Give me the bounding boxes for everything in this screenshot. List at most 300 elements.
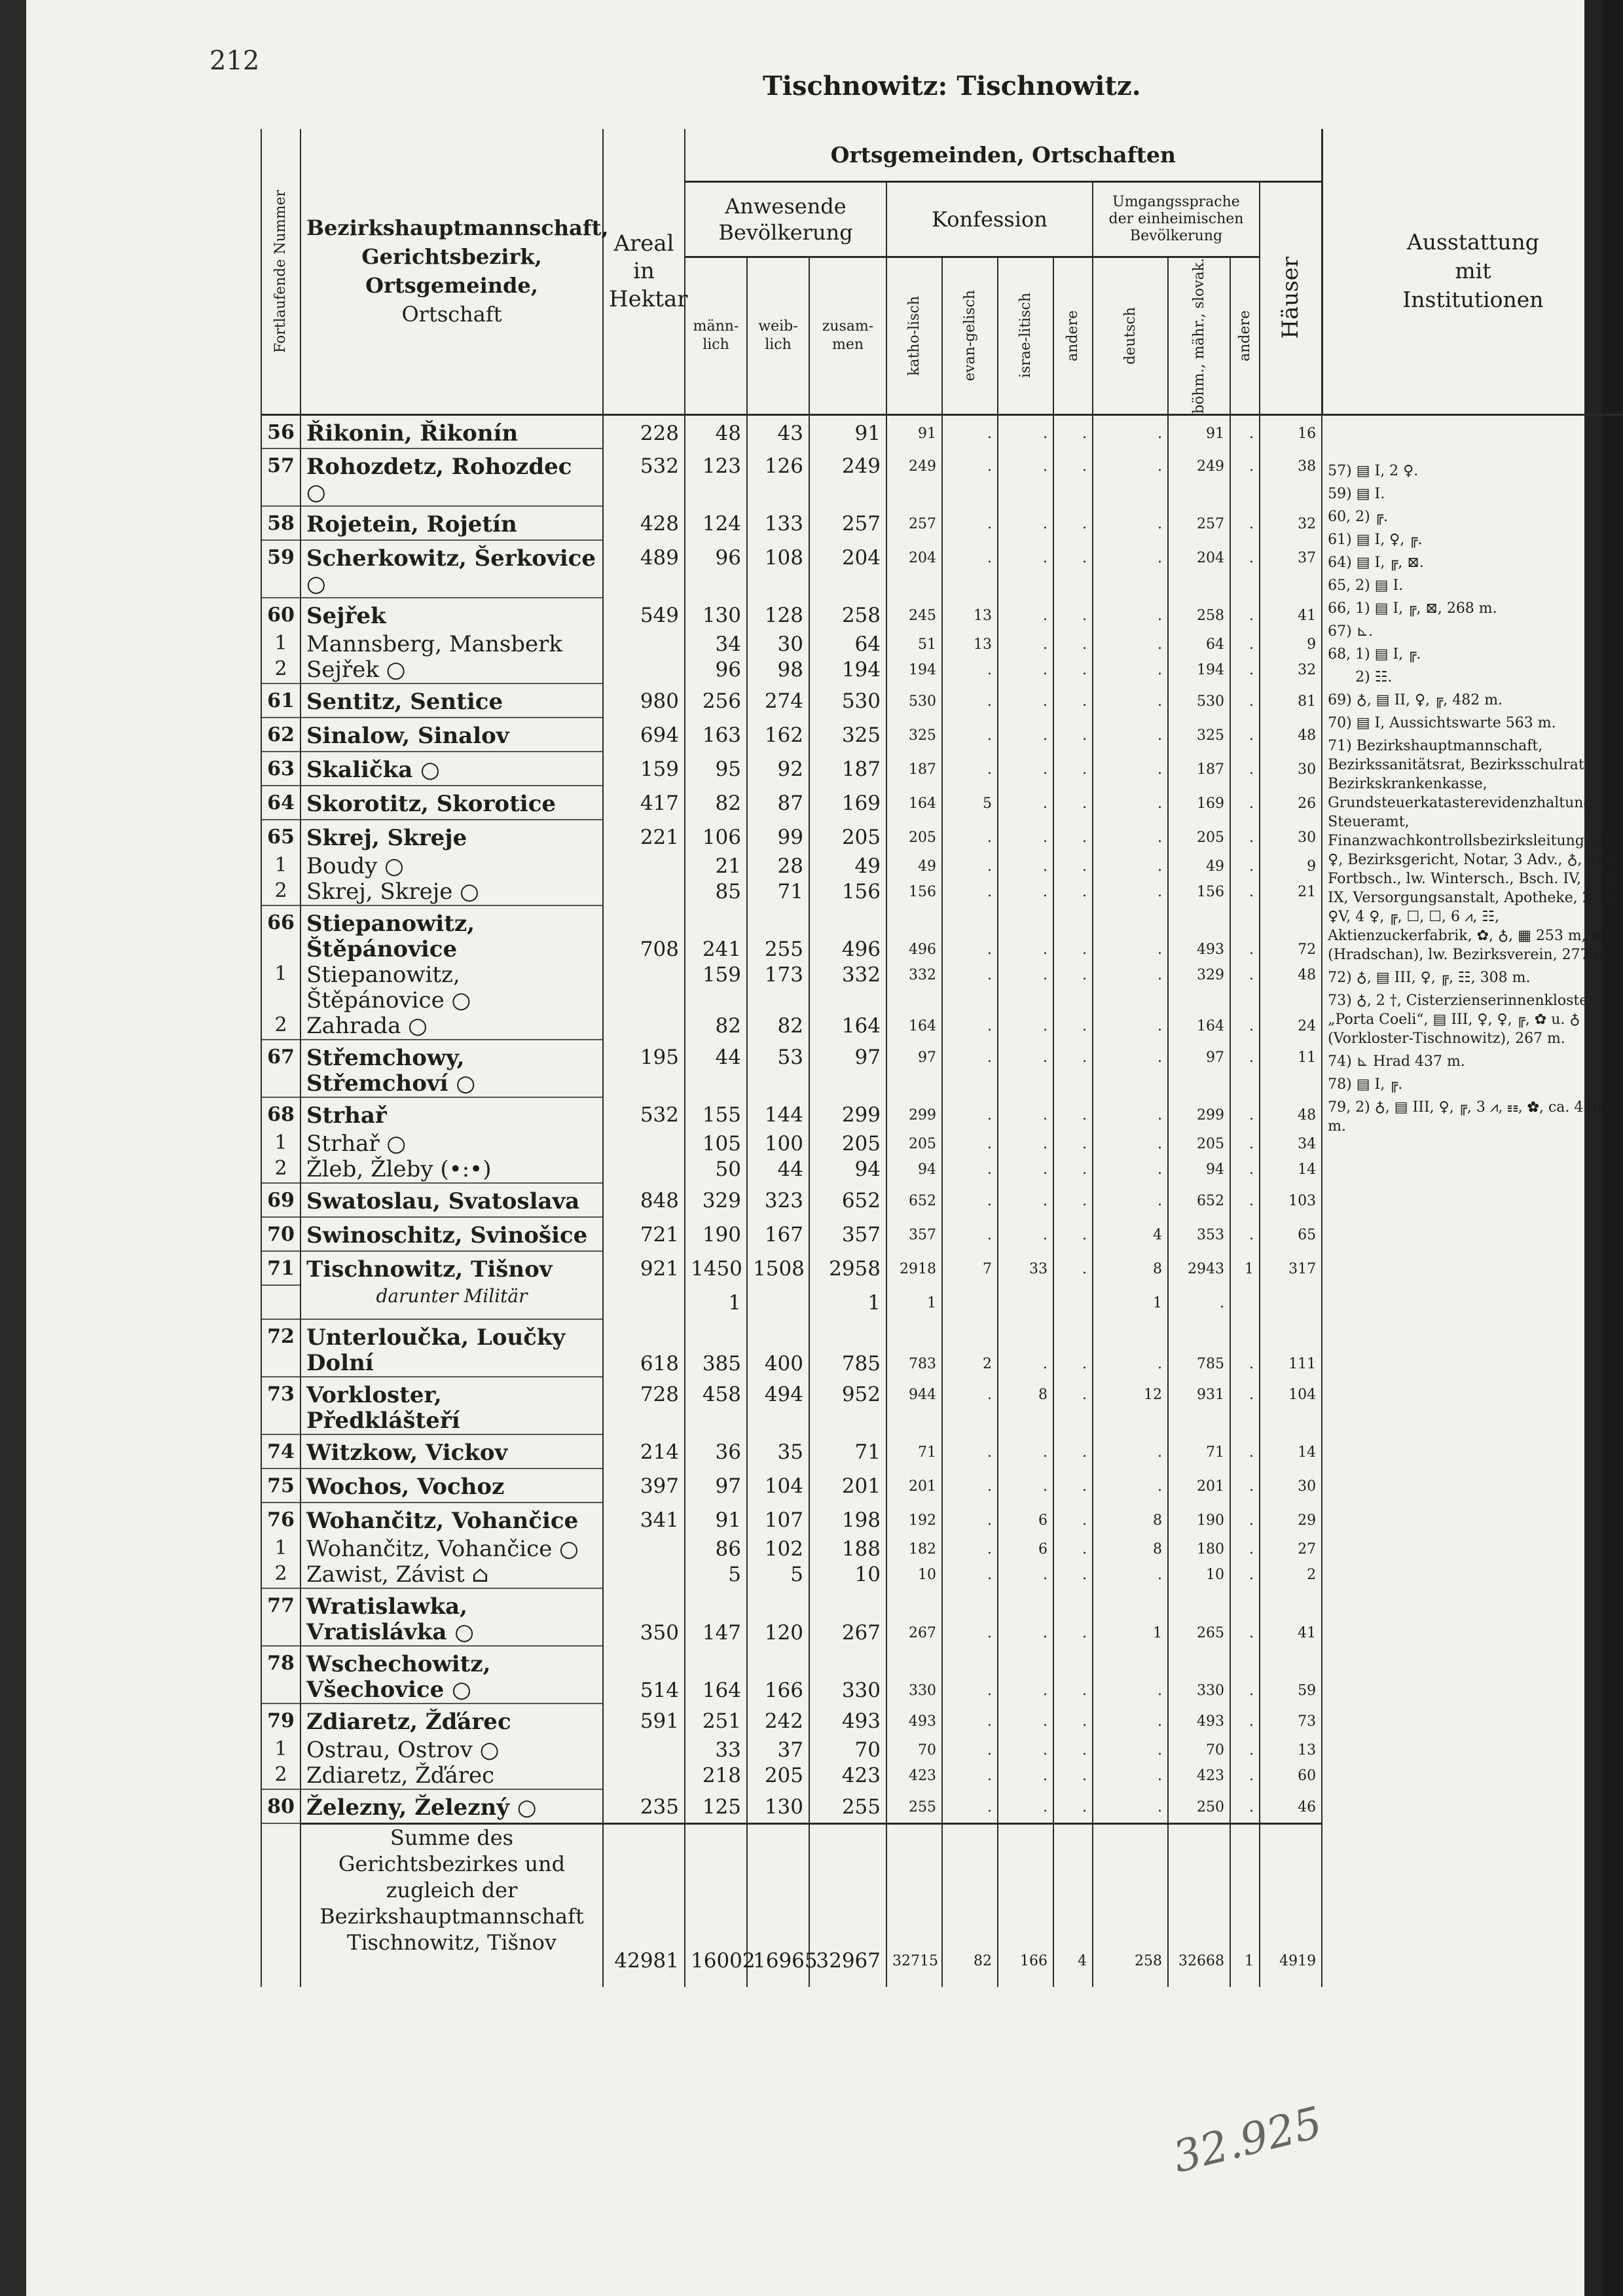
col-evangelisch: .	[942, 1646, 998, 1704]
col-maennlich: 164	[685, 1646, 747, 1704]
col-deutsch: .	[1093, 1763, 1168, 1789]
col-israelitisch: .	[998, 1468, 1053, 1503]
col-evangelisch: .	[942, 448, 998, 506]
col-israelitisch: .	[998, 718, 1053, 752]
row-number: 2	[261, 1763, 301, 1789]
remark-item: 71) Bezirkshauptmannschaft, Bezirkssanitätsrat, Bezirksschulrat, Bezirkskrankenkasse, Grundsteuerkatasterevidenzhaltung, Steueramt, Finanzwachkontrollsbezirksleitung, 2 ♀, Bezirksgericht, Notar, 3 Adv., ♁, gw. Fortbsch., lw. Wintersch., Bsch. IV, 2 ▤ IX, Versorgungsanstalt, Apotheke, 2 ♀, ♀V, 4 ♀, ╔, ☐, ☐, 6 ⩘, ☷, Aktienzuckerfabrik, ✿, ♁, ▦ 253 m, ▦ (Hradschan), lw. Bezirksverein, 277 m.	[1328, 737, 1618, 963]
col-areal: 618	[603, 1319, 685, 1377]
col-haeuser: 46	[1260, 1789, 1322, 1823]
scan-edge-left	[0, 0, 26, 2296]
col-andere-sprache: .	[1230, 1319, 1260, 1377]
col-weiblich: 104	[747, 1468, 809, 1503]
col-zusammen: 952	[809, 1377, 886, 1434]
col-zusammen: 257	[809, 506, 886, 540]
col-zusammen: 357	[809, 1217, 886, 1251]
col-weiblich: 28	[747, 854, 809, 879]
col-maennlich: 91	[685, 1503, 747, 1537]
summary-col-weiblich: 16965	[747, 1823, 809, 1987]
col-maennlich: 96	[685, 657, 747, 683]
col-katholisch: 91	[886, 414, 942, 448]
col-andere-sprache	[1230, 1285, 1260, 1319]
col-andere-konfession: .	[1053, 1503, 1093, 1537]
col-deutsch: .	[1093, 962, 1168, 1013]
col-haeuser: 73	[1260, 1704, 1322, 1738]
col-andere-sprache: .	[1230, 540, 1260, 598]
col-andere-sprache: .	[1230, 718, 1260, 752]
col-boehm: 194	[1168, 657, 1230, 683]
remark-item: 67) ⊾.	[1328, 623, 1374, 640]
col-maennlich: 159	[685, 962, 747, 1013]
remark-item: 73) ♁, 2 †, Cisterzienserinnenkloster „Porta Coeli“, ▤ III, ♀, ♀, ╔, ✿ u. ♁ (Vorkloster-Tischnowitz), 267 m.	[1328, 992, 1599, 1047]
col-areal	[603, 1157, 685, 1183]
col-zusammen: 332	[809, 962, 886, 1013]
col-maennlich: 82	[685, 1013, 747, 1040]
col-maennlich: 385	[685, 1319, 747, 1377]
col-zusammen: 70	[809, 1738, 886, 1763]
col-israelitisch: 8	[998, 1377, 1053, 1434]
col-katholisch: 325	[886, 718, 942, 752]
summary-col-katholisch: 32715	[886, 1823, 942, 1987]
col-andere-sprache: .	[1230, 414, 1260, 448]
row-number: 70	[261, 1217, 301, 1251]
col-israelitisch: .	[998, 1319, 1053, 1377]
col-andere-konfession: .	[1053, 879, 1093, 905]
col-deutsch: .	[1093, 1097, 1168, 1131]
col-maennlich: 86	[685, 1537, 747, 1562]
row-number: 68	[261, 1097, 301, 1131]
col-zusammen: 187	[809, 752, 886, 786]
col-haeuser: 104	[1260, 1377, 1322, 1434]
col-andere-konfession: .	[1053, 506, 1093, 540]
col-areal: 397	[603, 1468, 685, 1503]
col-evangelisch: .	[942, 1157, 998, 1183]
row-name-text: Wschechowitz, Všechovice ○	[306, 1651, 491, 1704]
col-haeuser: 9	[1260, 632, 1322, 657]
col-weiblich: 30	[747, 632, 809, 657]
col-katholisch: 2918	[886, 1251, 942, 1285]
row-name-text: Tischnowitz, Tišnov	[306, 1256, 553, 1283]
col-haeuser: 26	[1260, 786, 1322, 820]
header-andere-konfession: andere	[1053, 257, 1093, 414]
header-fortlaufende: Fortlaufende Nummer	[261, 129, 301, 414]
col-deutsch: .	[1093, 540, 1168, 598]
row-name	[301, 854, 603, 879]
row-name	[301, 752, 603, 786]
summary-label: Summe des Gerichtsbezirkes und zugleich der Bezirkshauptmannschaft Tischnowitz, Tišnov	[301, 1823, 603, 1987]
row-name	[301, 1763, 603, 1789]
col-weiblich: 494	[747, 1377, 809, 1434]
row-name-text: Scherkowitz, Šerkovice ○	[306, 545, 596, 598]
row-name-text: Střemchowy, Střemchoví ○	[306, 1045, 476, 1097]
col-katholisch: 496	[886, 905, 942, 962]
col-deutsch: .	[1093, 1131, 1168, 1157]
col-haeuser: 16	[1260, 414, 1322, 448]
row-number: 2	[261, 1013, 301, 1040]
col-evangelisch: 13	[942, 598, 998, 632]
col-deutsch: .	[1093, 1646, 1168, 1704]
col-zusammen: 530	[809, 683, 886, 718]
col-evangelisch: .	[942, 1789, 998, 1823]
col-haeuser: 41	[1260, 598, 1322, 632]
col-areal: 221	[603, 820, 685, 854]
col-israelitisch: .	[998, 786, 1053, 820]
col-boehm: 2943	[1168, 1251, 1230, 1285]
header-andere-sprache: andere	[1230, 257, 1260, 414]
col-weiblich: 242	[747, 1704, 809, 1738]
col-zusammen: 164	[809, 1013, 886, 1040]
row-number: 56	[261, 414, 301, 448]
col-andere-sprache: .	[1230, 1377, 1260, 1434]
col-zusammen: 267	[809, 1588, 886, 1646]
col-katholisch: 71	[886, 1434, 942, 1468]
col-deutsch: .	[1093, 786, 1168, 820]
col-andere-konfession: .	[1053, 1434, 1093, 1468]
col-maennlich: 329	[685, 1183, 747, 1217]
col-zusammen: 785	[809, 1319, 886, 1377]
col-weiblich: 43	[747, 414, 809, 448]
col-maennlich: 1	[685, 1285, 747, 1319]
col-deutsch: .	[1093, 1319, 1168, 1377]
row-number: 71	[261, 1251, 301, 1285]
col-katholisch: 164	[886, 786, 942, 820]
col-zusammen: 249	[809, 448, 886, 506]
col-weiblich: 133	[747, 506, 809, 540]
row-name-text: darunter Militär	[376, 1285, 528, 1307]
row-name	[301, 1789, 603, 1823]
col-haeuser: 103	[1260, 1183, 1322, 1217]
summary-number	[261, 1823, 301, 1987]
col-israelitisch: 33	[998, 1251, 1053, 1285]
col-boehm: 204	[1168, 540, 1230, 598]
row-number: 57	[261, 448, 301, 506]
col-zusammen: 299	[809, 1097, 886, 1131]
col-weiblich: 128	[747, 598, 809, 632]
col-andere-konfession: .	[1053, 414, 1093, 448]
col-haeuser: 111	[1260, 1319, 1322, 1377]
col-zusammen: 255	[809, 1789, 886, 1823]
col-evangelisch: .	[942, 1183, 998, 1217]
col-deutsch: .	[1093, 1013, 1168, 1040]
population-table	[261, 129, 1623, 1987]
col-andere-sprache: .	[1230, 1789, 1260, 1823]
row-name-text: Boudy ○	[306, 853, 404, 880]
col-haeuser: 48	[1260, 718, 1322, 752]
col-weiblich: 167	[747, 1217, 809, 1251]
row-name-text: Strhař ○	[306, 1131, 407, 1157]
col-haeuser: 41	[1260, 1588, 1322, 1646]
row-number: 2	[261, 1157, 301, 1183]
col-katholisch: 164	[886, 1013, 942, 1040]
row-name	[301, 598, 603, 632]
col-andere-sprache: .	[1230, 786, 1260, 820]
summary-col-israelitisch: 166	[998, 1823, 1053, 1987]
col-andere-konfession: .	[1053, 1131, 1093, 1157]
row-name	[301, 786, 603, 820]
row-number: 69	[261, 1183, 301, 1217]
row-number: 1	[261, 632, 301, 657]
col-zusammen: 64	[809, 632, 886, 657]
row-number: 61	[261, 683, 301, 718]
row-name-text: Skorotitz, Skorotice	[306, 791, 556, 818]
col-katholisch: 194	[886, 657, 942, 683]
col-deutsch: .	[1093, 879, 1168, 905]
col-evangelisch: .	[942, 683, 998, 718]
col-areal: 549	[603, 598, 685, 632]
col-areal: 341	[603, 1503, 685, 1537]
col-israelitisch	[998, 1285, 1053, 1319]
col-andere-konfession: .	[1053, 1588, 1093, 1646]
col-zusammen: 1	[809, 1285, 886, 1319]
col-boehm: 70	[1168, 1738, 1230, 1763]
col-areal	[603, 962, 685, 1013]
row-name	[301, 820, 603, 854]
col-maennlich: 190	[685, 1217, 747, 1251]
col-andere-konfession: .	[1053, 905, 1093, 962]
col-weiblich: 144	[747, 1097, 809, 1131]
col-boehm: 201	[1168, 1468, 1230, 1503]
col-boehm: 190	[1168, 1503, 1230, 1537]
col-boehm: 299	[1168, 1097, 1230, 1131]
col-weiblich: 37	[747, 1738, 809, 1763]
col-israelitisch: .	[998, 1646, 1053, 1704]
col-evangelisch: 13	[942, 632, 998, 657]
col-evangelisch: .	[942, 1562, 998, 1588]
col-evangelisch: .	[942, 414, 998, 448]
col-maennlich: 124	[685, 506, 747, 540]
col-andere-sprache: .	[1230, 854, 1260, 879]
row-number: 1	[261, 1537, 301, 1562]
col-haeuser: 38	[1260, 448, 1322, 506]
row-number: 59	[261, 540, 301, 598]
col-andere-konfession: .	[1053, 683, 1093, 718]
col-evangelisch: .	[942, 1040, 998, 1097]
col-weiblich: 108	[747, 540, 809, 598]
row-name	[301, 1251, 603, 1285]
col-katholisch: 204	[886, 540, 942, 598]
col-boehm: 785	[1168, 1319, 1230, 1377]
col-andere-sprache: .	[1230, 820, 1260, 854]
header-deutsch: deutsch	[1093, 257, 1168, 414]
col-weiblich: 102	[747, 1537, 809, 1562]
col-andere-konfession: .	[1053, 448, 1093, 506]
col-boehm: 64	[1168, 632, 1230, 657]
col-areal: 532	[603, 448, 685, 506]
row-number: 73	[261, 1377, 301, 1434]
col-areal: 235	[603, 1789, 685, 1823]
col-katholisch: 944	[886, 1377, 942, 1434]
col-andere-konfession: .	[1053, 1097, 1093, 1131]
col-israelitisch: .	[998, 598, 1053, 632]
row-number: 65	[261, 820, 301, 854]
row-name-text: Wohančitz, Vohančice ○	[306, 1536, 579, 1563]
row-number: 60	[261, 598, 301, 632]
col-boehm: .	[1168, 1285, 1230, 1319]
col-deutsch: 8	[1093, 1503, 1168, 1537]
row-name	[301, 1040, 603, 1097]
col-andere-sprache: .	[1230, 598, 1260, 632]
col-boehm: 180	[1168, 1537, 1230, 1562]
col-haeuser: 9	[1260, 854, 1322, 879]
remark-item: 2) ☷.	[1328, 668, 1393, 685]
col-andere-sprache: .	[1230, 1434, 1260, 1468]
col-weiblich: 173	[747, 962, 809, 1013]
col-haeuser: 32	[1260, 657, 1322, 683]
col-zusammen: 2958	[809, 1251, 886, 1285]
col-areal: 921	[603, 1251, 685, 1285]
row-number: 63	[261, 752, 301, 786]
row-name	[301, 1704, 603, 1738]
col-boehm: 250	[1168, 1789, 1230, 1823]
header-ausstattung: Ausstattung mit Institutionen	[1322, 129, 1623, 414]
row-name	[301, 540, 603, 598]
col-haeuser: 21	[1260, 879, 1322, 905]
col-israelitisch: .	[998, 752, 1053, 786]
row-name	[301, 1562, 603, 1588]
row-name-text: Zahrada ○	[306, 1013, 428, 1040]
col-andere-sprache: .	[1230, 1217, 1260, 1251]
col-katholisch: 423	[886, 1763, 942, 1789]
col-boehm: 530	[1168, 683, 1230, 718]
col-israelitisch: .	[998, 1738, 1053, 1763]
header-umgangssprache: Umgangssprache der einheimischen Bevölkerung	[1093, 181, 1260, 257]
col-maennlich: 33	[685, 1738, 747, 1763]
col-zusammen: 493	[809, 1704, 886, 1738]
row-name	[301, 448, 603, 506]
col-andere-sprache: .	[1230, 752, 1260, 786]
col-deutsch: 1	[1093, 1588, 1168, 1646]
col-weiblich: 162	[747, 718, 809, 752]
col-areal	[603, 632, 685, 657]
summary-col-deutsch: 258	[1093, 1823, 1168, 1987]
col-andere-konfession: .	[1053, 786, 1093, 820]
col-israelitisch: .	[998, 448, 1053, 506]
summary-col-zusammen: 32967	[809, 1823, 886, 1987]
col-evangelisch: .	[942, 820, 998, 854]
col-israelitisch: .	[998, 414, 1053, 448]
col-israelitisch: .	[998, 657, 1053, 683]
col-zusammen: 97	[809, 1040, 886, 1097]
col-andere-sprache: .	[1230, 506, 1260, 540]
col-andere-konfession: .	[1053, 718, 1093, 752]
row-name-text: Strhař	[306, 1102, 387, 1129]
col-israelitisch: .	[998, 1434, 1053, 1468]
col-israelitisch: .	[998, 854, 1053, 879]
col-boehm: 71	[1168, 1434, 1230, 1468]
col-evangelisch: .	[942, 1434, 998, 1468]
header-haeuser: Häuser	[1260, 181, 1322, 414]
col-deutsch: .	[1093, 854, 1168, 879]
col-andere-konfession: .	[1053, 962, 1093, 1013]
col-israelitisch: .	[998, 1217, 1053, 1251]
col-boehm: 97	[1168, 1040, 1230, 1097]
row-name	[301, 1468, 603, 1503]
col-haeuser: 24	[1260, 1013, 1322, 1040]
col-andere-konfession: .	[1053, 1704, 1093, 1738]
col-maennlich: 163	[685, 718, 747, 752]
col-haeuser: 59	[1260, 1646, 1322, 1704]
col-deutsch: .	[1093, 414, 1168, 448]
col-weiblich: 1508	[747, 1251, 809, 1285]
col-maennlich: 36	[685, 1434, 747, 1468]
col-weiblich: 255	[747, 905, 809, 962]
col-andere-sprache: .	[1230, 1646, 1260, 1704]
col-evangelisch: .	[942, 854, 998, 879]
col-haeuser: 65	[1260, 1217, 1322, 1251]
row-name-text: Swatoslau, Svatoslava	[306, 1188, 580, 1215]
col-israelitisch: .	[998, 1704, 1053, 1738]
col-andere-konfession: .	[1053, 1646, 1093, 1704]
col-deutsch: .	[1093, 752, 1168, 786]
col-katholisch: 192	[886, 1503, 942, 1537]
col-haeuser	[1260, 1285, 1322, 1319]
col-israelitisch: .	[998, 905, 1053, 962]
col-weiblich: 71	[747, 879, 809, 905]
row-name-text: Wohančitz, Vohančice	[306, 1508, 579, 1535]
col-haeuser: 2	[1260, 1562, 1322, 1588]
row-number: 67	[261, 1040, 301, 1097]
col-maennlich: 1450	[685, 1251, 747, 1285]
remark-item: 72) ♁, ▤ III, ♀, ╔, ☷, 308 m.	[1328, 969, 1531, 986]
col-evangelisch: .	[942, 1131, 998, 1157]
col-evangelisch: 7	[942, 1251, 998, 1285]
header-weiblich: weib-lich	[747, 257, 809, 414]
row-name	[301, 1434, 603, 1468]
col-weiblich: 99	[747, 820, 809, 854]
row-number: 2	[261, 879, 301, 905]
col-andere-konfession: .	[1053, 1013, 1093, 1040]
col-andere-sprache: .	[1230, 1562, 1260, 1588]
row-name-text: Vorkloster, Předklášteří	[306, 1382, 460, 1434]
row-name	[301, 1285, 603, 1319]
row-number: 1	[261, 962, 301, 1013]
remark-item: 78) ▤ I, ╔.	[1328, 1076, 1403, 1093]
col-israelitisch: .	[998, 820, 1053, 854]
page-title: Tischnowitz: Tischnowitz.	[763, 71, 1141, 101]
col-haeuser: 34	[1260, 1131, 1322, 1157]
col-weiblich	[747, 1285, 809, 1319]
remark-item: 69) ♁, ▤ II, ♀, ╔, 482 m.	[1328, 691, 1503, 708]
col-katholisch: 97	[886, 1040, 942, 1097]
col-zusammen: 201	[809, 1468, 886, 1503]
col-evangelisch	[942, 1285, 998, 1319]
row-name	[301, 1217, 603, 1251]
col-andere-sprache: .	[1230, 905, 1260, 962]
header-areal: Areal in Hektar	[603, 129, 685, 414]
col-israelitisch: .	[998, 1763, 1053, 1789]
row-number: 78	[261, 1646, 301, 1704]
col-haeuser: 30	[1260, 1468, 1322, 1503]
col-israelitisch: 6	[998, 1503, 1053, 1537]
table-body	[261, 414, 1623, 1987]
col-boehm: 94	[1168, 1157, 1230, 1183]
col-boehm: 329	[1168, 962, 1230, 1013]
col-maennlich: 48	[685, 414, 747, 448]
row-number: 62	[261, 718, 301, 752]
col-katholisch: 267	[886, 1588, 942, 1646]
col-weiblich: 35	[747, 1434, 809, 1468]
remarks-column	[1322, 414, 1623, 1987]
col-israelitisch: .	[998, 962, 1053, 1013]
col-evangelisch: .	[942, 879, 998, 905]
row-number: 76	[261, 1503, 301, 1537]
col-deutsch: .	[1093, 632, 1168, 657]
row-name-text: Unterloučka, Loučky Dolní	[306, 1324, 566, 1377]
col-haeuser: 14	[1260, 1434, 1322, 1468]
col-evangelisch: .	[942, 962, 998, 1013]
row-name-text: Wratislawka, Vratislávka ○	[306, 1594, 474, 1646]
col-katholisch: 94	[886, 1157, 942, 1183]
header-israelitisch: israe-litisch	[998, 257, 1053, 414]
